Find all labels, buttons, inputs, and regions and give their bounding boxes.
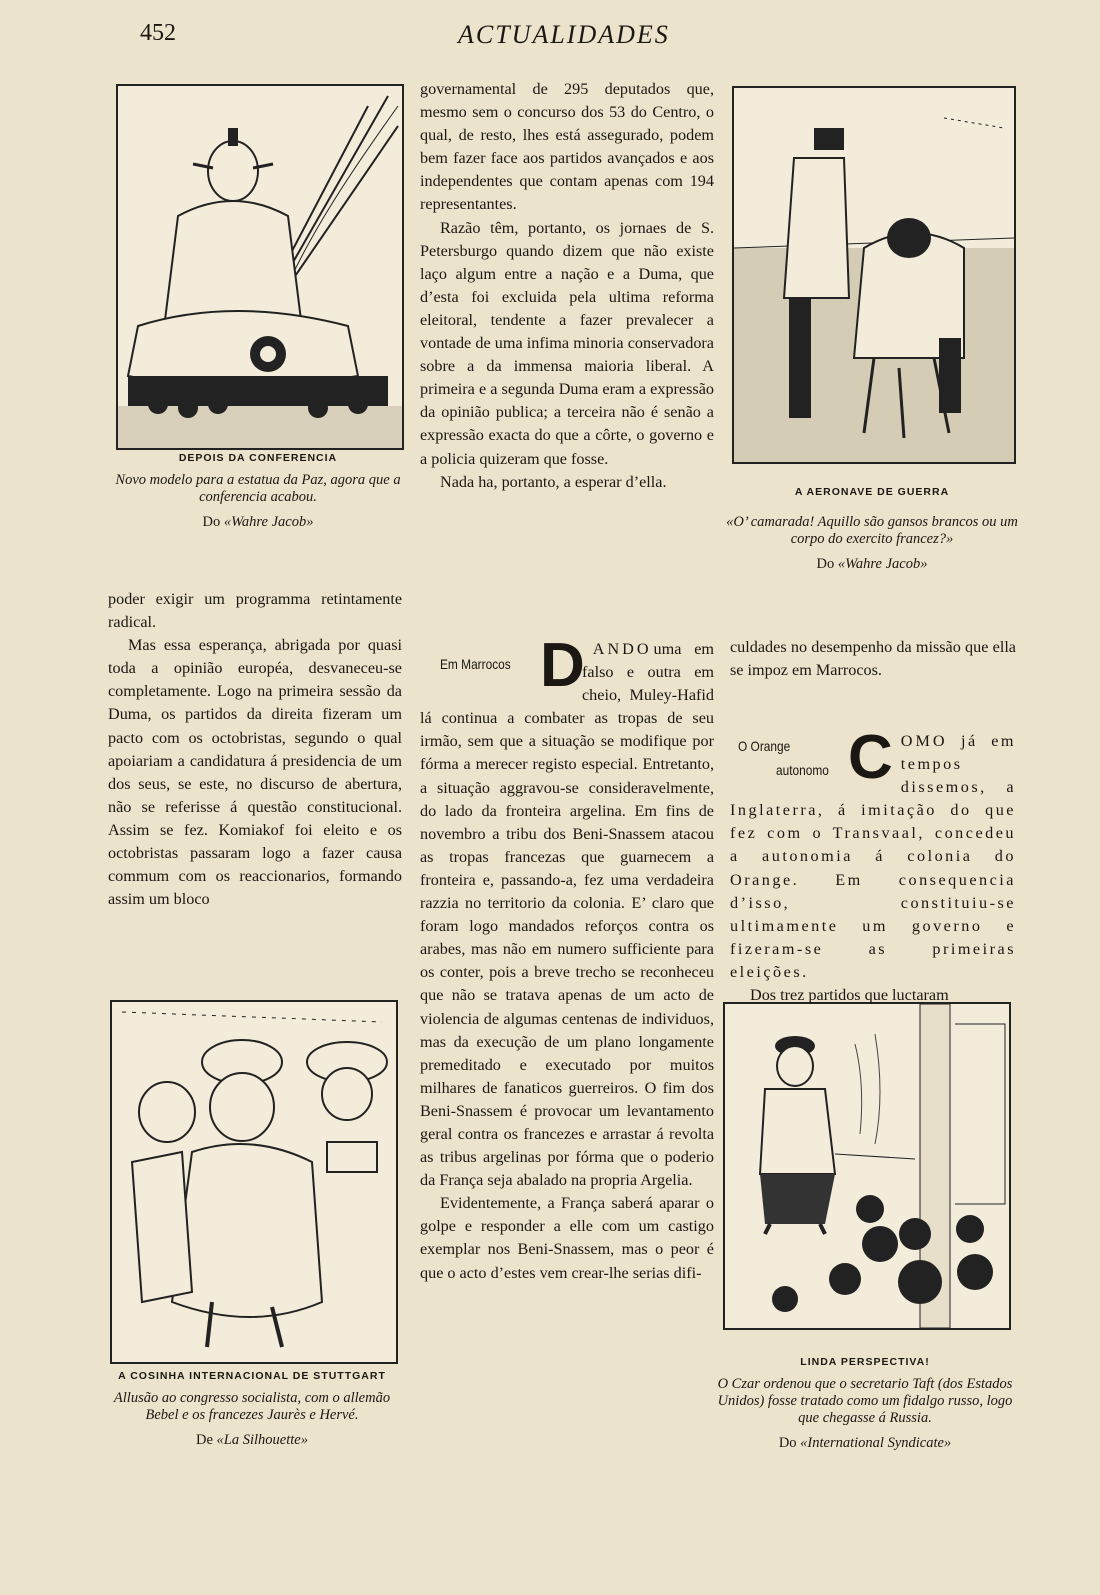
drop-cap: C [848, 723, 893, 792]
orange-text: COMO já em tempos dissemos, a Inglaterra, á imitação do que fez com o Transvaal, concedeu a autonomia á colonia do Orange. Em consequencia d’isso, constituiu-se ultimamente um governo e fizeram-se as primeiras eleições. Dos trez partidos que luctaram [730, 730, 1016, 1007]
left-column-text [108, 588, 402, 911]
marrocos-opening: DANDO [540, 631, 652, 700]
figure-3-title: A COSINHA INTERNACIONAL DE STUTTGART [118, 1370, 386, 1382]
paragraph: uma em falso e outra em cheio, Muley-Hafid lá continua a combater as tropas de seu irmão, sem que a situação se modifique por fórma a merecer registo especial. Entretanto, a situação aggravou-se consideravelmente, do lado da fronteira argelina. Em fins de novembro a tribu dos Beni-Snassem atacou as tropas francezas que guarnecem a fronteira e, passando-a, fez uma verdadeira razzia no territorio da colonia. E’ claro que foram logo mandados reforços contra os arabes, mas não em numero sufficiente para os conter, pois a breve trecho se reconheceu que não se tratava apenas de um acto de violencia de algumas centenas de individuos, mas da execução de um plano longamente premeditado e executado por muitos milhares de fanaticos guerreiros. O fim dos Beni-Snassem é provocar um levantamento geral contra os francezes e arrastar á revolta as tribus argelinas por fórma que o poderio da França seja abalado na propria Argelia. [420, 640, 714, 1190]
figure-1-source: Do «Wahre Jacob» [202, 514, 314, 530]
section-label-marrocos: Em Marrocos [440, 656, 511, 672]
figure-4-title: LINDA PERSPECTIVA! [800, 1356, 930, 1368]
figure-2-title: A AERONAVE DE GUERRA [794, 486, 950, 498]
section-label-orange: O Orange [738, 738, 791, 754]
figure-1-caption [110, 452, 406, 531]
cartoon-international-kitchen [110, 1000, 398, 1364]
right-column-continuation [730, 636, 1016, 682]
figure-1-title: DEPOIS DA CONFERENCIA [178, 452, 338, 464]
cartoon-linda-perspectiva [723, 1002, 1011, 1330]
figure-4-source: Do «International Syndicate» [778, 1435, 952, 1451]
running-title: ACTUALIDADES [458, 20, 670, 49]
figure-2-text: «O’ camarada! Aquillo são gansos brancos ou um corpo do exercito francez?» [726, 514, 1018, 547]
figure-2-caption [724, 486, 1020, 573]
paragraph: culdades no desempenho da missão que ella se impoz em Marrocos. [730, 638, 1016, 680]
figure-2-source: Do «Wahre Jacob» [816, 556, 928, 572]
figure-4-caption [715, 1356, 1015, 1452]
marrocos-text [420, 631, 714, 1285]
page-number: 452 [140, 20, 176, 46]
section-label-autonomo: autonomo [776, 762, 829, 778]
figure-1-text: Novo modelo para a estatua da Paz, agora que a conferencia acabou. [115, 472, 401, 505]
paragraph: Dos trez partidos que luctaram [750, 986, 949, 1005]
figure-4-text: O Czar ordenou que o secretario Taft (dos Estados Unidos) fosse tratado como um fidalgo russo, logo que chegasse á Russia. [717, 1376, 1013, 1426]
cartoon-war-airship [732, 86, 1016, 464]
paragraph: Evidentemente, a França saberá aparar o golpe e responder a elle com um castigo exemplar nos Beni-Snassem, mas o peor é que o acto d’estes vem crear-lhe serias difi- [420, 1194, 714, 1282]
cartoon-peace-statue [116, 84, 404, 450]
figure-3-source: De «La Silhouette» [196, 1432, 308, 1448]
drop-cap: D [540, 631, 585, 700]
figure-3-caption [100, 1370, 404, 1449]
paragraph: Nada ha, portanto, a esperar d’ella. [440, 472, 667, 491]
middle-column-top-text [420, 78, 714, 494]
paragraph: poder exigir um programma retintamente radical. [108, 590, 402, 632]
paragraph: Razão têm, portanto, os jornaes de S. Petersburgo quando dizem que não existe laço algum entre a nação e a Duma, que d’esta foi excluida pela ultima reforma eleitoral, tendente a fazer prevalecer a vontade de uma infima minoria conservadora sobre a da immensa maioria liberal. A primeira e a segunda Duma eram a expressão da opinião publica; a terceira não é senão a expressão exacta do que a côrte, o governo e a policia quizeram que fosse. [420, 218, 714, 468]
paragraph: já em tempos dissemos, a Inglaterra, á imitação do que fez com o Transvaal, concedeu a autonomia á colonia do Orange. Em consequencia d’isso, constituiu-se ultimamente um governo e fizeram-se as primeiras eleições. [730, 732, 1016, 981]
paragraph: Mas essa esperança, abrigada por quasi toda a opinião européa, desvaneceu-se completamente. Logo na primeira sessão da Duma, os partidos da direita fizeram um pacto com os octobristas, segundo o qual apoiariam a candidatura á presidencia de um dos seus, se este, no discurso de abertura, não se referisse á questão constitucional. Assim se fez. Komiakof foi eleito e os octobristas passaram logo a fazer causa commum com os reaccionarios, formando assim um bloco [108, 636, 402, 909]
figure-3-text: Allusão ao congresso socialista, com o allemão Bebel e os francezes Jaurès e Hervé. [113, 1390, 391, 1423]
paragraph: governamental de 295 deputados que, mesmo sem o concurso dos 53 do Centro, o qual, de resto, lhes está assegurado, podem bem fazer face aos partidos avançados e aos independentes que contam apenas com 194 representantes. [420, 80, 714, 214]
